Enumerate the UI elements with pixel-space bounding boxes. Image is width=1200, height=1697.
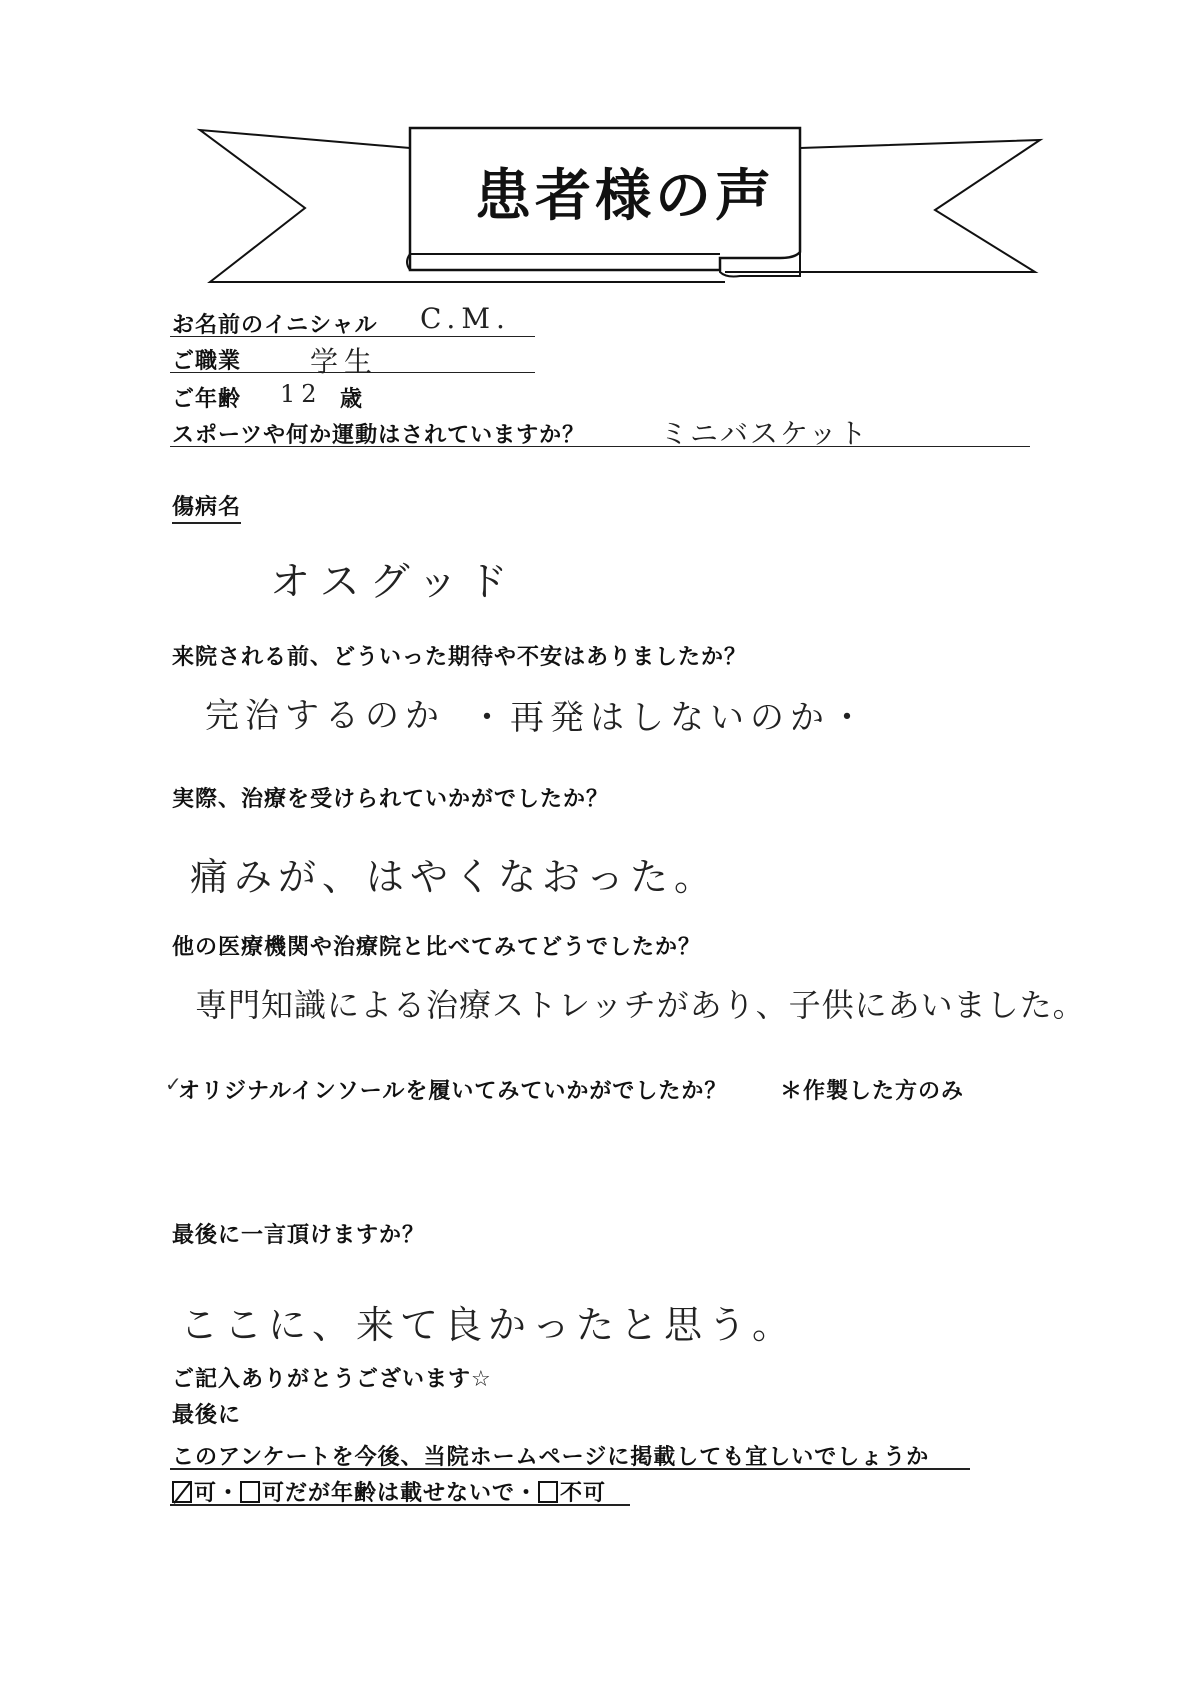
question-expectation: 来院される前、どういった期待や不安はありましたか？ [172,645,748,670]
sports-line [170,446,1030,447]
consent-yes-checkbox[interactable] [172,1481,192,1503]
question-comparison: 他の医療機関や治療院と比べてみてどうでしたか？ [172,935,702,960]
question-final-comment: 最後に一言頂けますか？ [172,1223,426,1248]
consent-underline [170,1468,970,1470]
initial-label: お名前のイニシャル [172,313,378,338]
sports-value: ミニバスケット [660,417,869,450]
job-label: ご職業 [172,349,242,374]
banner-ribbon [0,0,1200,290]
initial-line [170,336,535,337]
consent-question: このアンケートを今後、当院ホームページに掲載しても宜しいでしょうか [172,1445,930,1470]
initial-value: C.M. [420,302,511,335]
thanks-text: ご記入ありがとうございます☆ [172,1367,492,1392]
consent-no-label: 不可 [560,1481,607,1506]
options-underline [170,1504,630,1506]
consent-options [172,1476,606,1507]
page-title: 患者様の声 [475,164,775,229]
sports-label: スポーツや何か運動はされていますか？ [172,423,586,448]
insole-note: ＊作製した方のみ [780,1079,965,1104]
answer-comparison: 専門知識による治療ストレッチがあり、子供にあいました。 [195,986,1086,1024]
consent-no-checkbox[interactable] [538,1481,558,1503]
answer-final-comment: ここに、来て良かったと思う。 [180,1303,797,1347]
job-value: 学生 [310,345,379,378]
answer-treatment: 痛みが、はやくなおった。 [190,855,719,899]
question-insole: オリジナルインソールを履いてみていかがでしたか？ [178,1079,728,1104]
insole-question-mark: ✓ [165,1072,182,1096]
consent-yes-label: 可・ [194,1481,241,1506]
age-unit: 歳 [340,387,364,412]
last-label: 最後に [172,1403,242,1428]
consent-no-age-label: 可だが年齢は載せないで・ [262,1481,539,1506]
answer-expectation-left: 完治するのか [205,696,445,736]
age-value: 12 [280,380,323,408]
answer-expectation-right: ・再発はしないのか・ [470,698,870,738]
diagnosis-label: 傷病名 [172,490,241,524]
age-label: ご年齢 [172,387,242,412]
job-line [170,372,535,373]
diagnosis-answer: オスグッド [270,559,518,605]
consent-no-age-checkbox[interactable] [240,1481,260,1503]
question-treatment: 実際、治療を受けられていかがでしたか？ [172,787,610,812]
